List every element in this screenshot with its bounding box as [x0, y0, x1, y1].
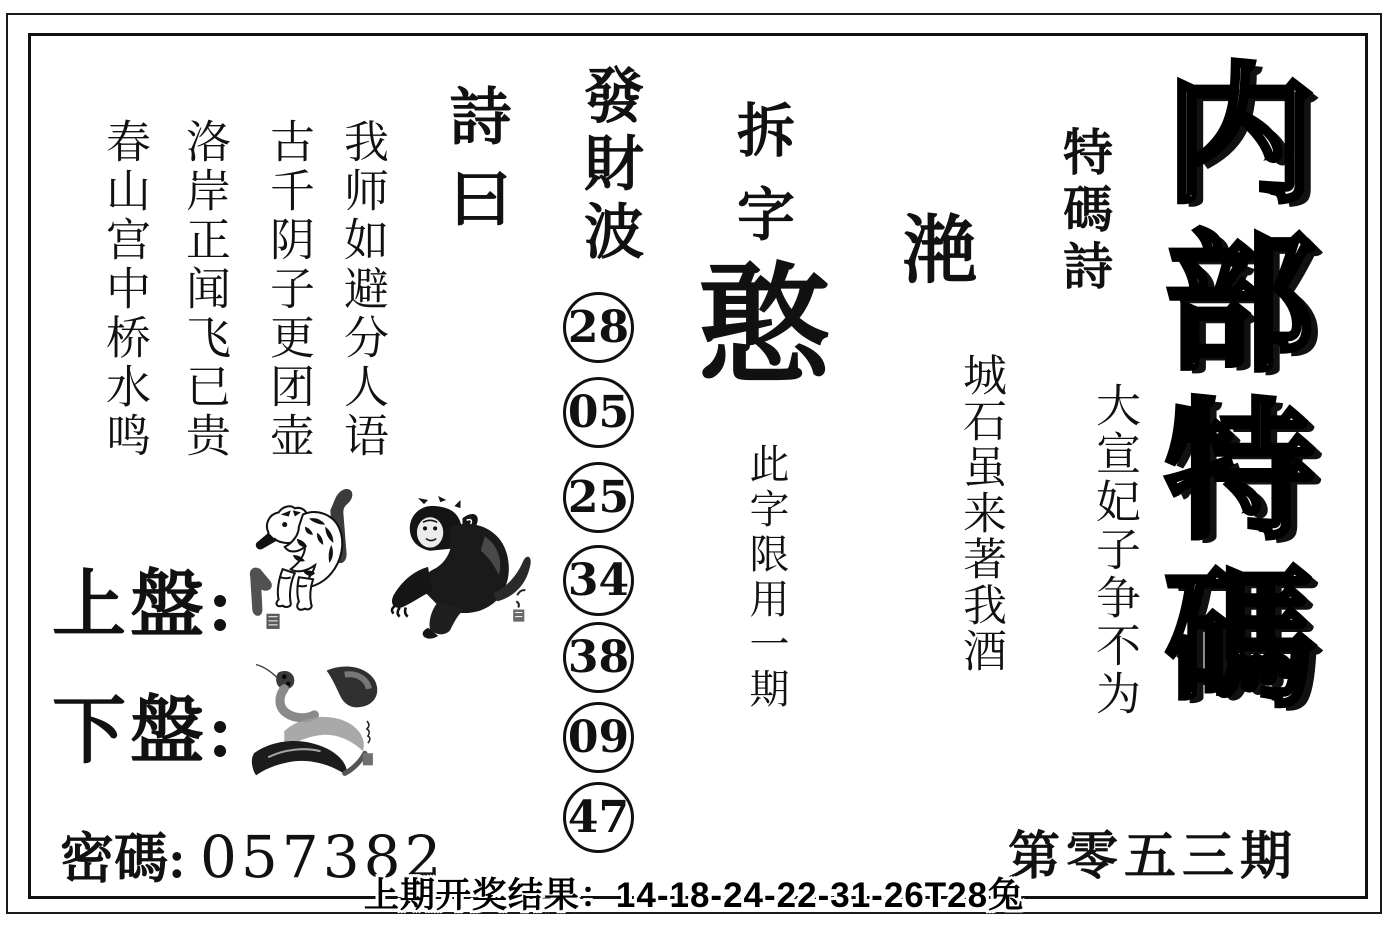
tema-poem-line-2: 城石虽来著我酒 [956, 352, 1005, 674]
poem-line-1: 我师如避分人语 [337, 118, 387, 461]
lucky-number-circle: 38 [563, 622, 634, 693]
tiger-painting [246, 480, 368, 632]
lucky-number-circle: 05 [563, 377, 634, 448]
upper-plate-label: 上盤: [52, 565, 237, 647]
tema-poem-line-1: 大宣妃子争不为 [1089, 382, 1139, 718]
lucky-number-circle: 25 [563, 462, 634, 533]
chaizi-label: 拆字 [728, 100, 793, 268]
poem-line-2: 古千阴子更团壶 [263, 118, 313, 461]
poem-title: 詩曰 [440, 84, 508, 248]
monkey-painting [383, 496, 541, 648]
password-label: 密碼: [60, 829, 186, 889]
chaizi-character: 憨 [698, 254, 830, 401]
chaizi-note: 此字限用一期 [744, 443, 789, 713]
side-character: 滟 [903, 211, 977, 293]
lucky-number-circle: 34 [563, 545, 634, 616]
page-title: 内部特碼 [1142, 56, 1308, 728]
lower-plate-label: 下盤: [52, 691, 237, 773]
tema-poem-label: 特碼詩 [1056, 126, 1112, 297]
password-value: 057382 [199, 823, 446, 891]
lucky-number-circle: 28 [563, 292, 634, 363]
snake-painting [248, 656, 384, 788]
facai-wave-label: 發財波 [576, 64, 642, 268]
poem-line-4: 春山宫中桥水鸣 [99, 118, 149, 461]
issue-number: 第零五三期 [1008, 829, 1299, 886]
lucky-number-circle: 09 [563, 702, 634, 773]
previous-draw-result: 上期开奖结果：14-18-24-22-31-26T28兔 [363, 876, 1025, 915]
lucky-number-circle: 47 [563, 782, 634, 853]
poem-line-3: 洛岸正闻飞已贵 [179, 118, 229, 461]
